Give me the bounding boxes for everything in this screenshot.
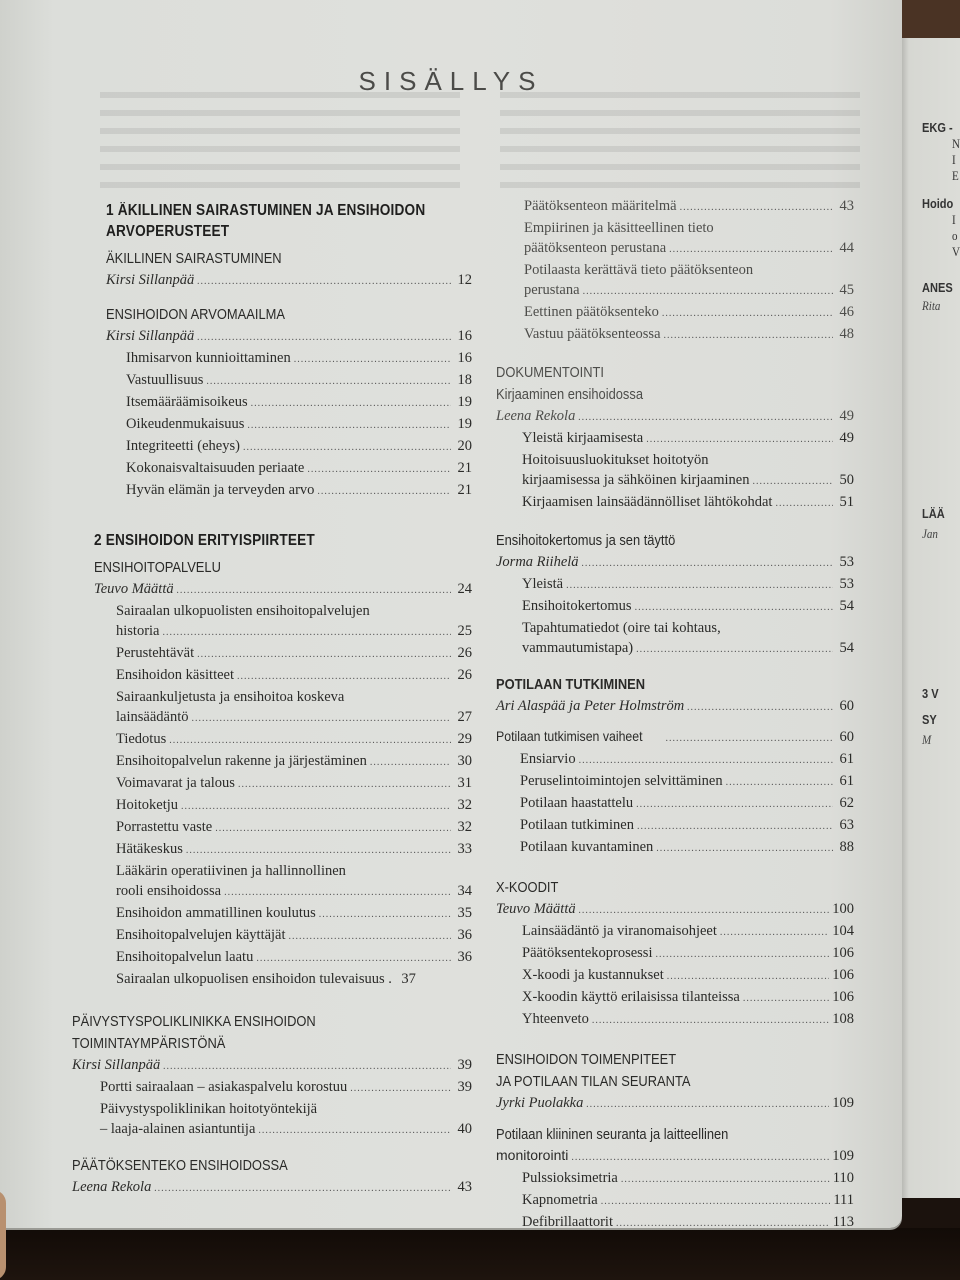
show-through-text	[500, 92, 860, 192]
next-page-fragment: I	[952, 212, 956, 227]
toc-entry[interactable]: Portti sairaalaan – asiakaspalvelu korostuu ..... 39	[100, 1077, 472, 1099]
toc-entry[interactable]: Potilaan haastattelu ..... 62	[520, 793, 854, 815]
next-page-fragment: ANES	[922, 280, 953, 295]
toc-entry[interactable]: Hätäkeskus ..... 33	[116, 839, 472, 861]
toc-entry[interactable]: Lainsäädäntö ja viranomaisohjeet ..... 104	[522, 921, 854, 943]
next-page-fragment: Jan	[922, 526, 938, 541]
toc-entry[interactable]: historia ..... 25	[116, 621, 472, 643]
toc-entry-author[interactable]: Kirsi Sillanpää ..... 39	[72, 1055, 472, 1077]
toc-entry[interactable]: Ensiarvio ..... 61	[520, 749, 854, 771]
toc-entry[interactable]: Kirjaamisen lainsäädännölliset lähtökohdat ..... 51	[522, 492, 854, 514]
next-page-fragment: N	[952, 136, 960, 151]
part-heading: ARVOPERUSTEET	[106, 223, 230, 240]
toc-entry-author[interactable]: Ari Alaspää ja Peter Holmström ..... 60	[496, 696, 854, 718]
toc-entry-author[interactable]: Teuvo Määttä ..... 24	[94, 579, 472, 601]
toc-entry-line: Tapahtumatiedot (oire tai kohtaus,	[522, 620, 721, 636]
toc-entry[interactable]: Potilaan tutkiminen ..... 63	[520, 815, 854, 837]
next-page-fragment: E	[952, 168, 959, 183]
chapter-title: POTILAAN TUTKIMINEN	[496, 676, 646, 693]
part-heading: 2 ENSIHOIDON ERITYISPIIRTEET	[94, 532, 315, 549]
toc-entry-subchapter[interactable]: Potilaan tutkimisen vaiheet ..... 60	[496, 726, 854, 749]
toc-entry[interactable]: Kapnometria ..... 111	[522, 1190, 854, 1212]
next-page-fragment: o	[952, 228, 958, 243]
toc-entry[interactable]: Voimavarat ja talous ..... 31	[116, 773, 472, 795]
toc-entry[interactable]: Sairaalan ulkopuolisen ensihoidon tulevaisuus . 37	[116, 971, 416, 987]
toc-entry-subchapter[interactable]: monitorointi ..... 109	[496, 1145, 854, 1168]
chapter-title: PÄIVYSTYSPOLIKLINIKKA ENSIHOIDON	[72, 1013, 316, 1030]
toc-entry-line: Lääkärin operatiivinen ja hallinnollinen	[116, 863, 346, 879]
chapter-title: ENSIHOITOPALVELU	[94, 559, 221, 576]
toc-entry[interactable]: Integriteetti (eheys) ..... 20	[126, 436, 472, 458]
toc-entry[interactable]: Oikeudenmukaisuus ..... 19	[126, 414, 472, 436]
toc-entry[interactable]: Hoitoketju ..... 32	[116, 795, 472, 817]
toc-entry[interactable]: X-koodin käyttö erilaisissa tilanteissa ..... 106	[522, 987, 854, 1009]
toc-entry-line: Hoitoisuusluokitukset hoitotyön	[522, 452, 709, 468]
toc-entry[interactable]: rooli ensihoidossa ..... 34	[116, 881, 472, 903]
toc-entry[interactable]: Yleistä kirjaamisesta ..... 49	[522, 428, 854, 450]
toc-entry[interactable]: Yhteenveto ..... 108	[522, 1009, 854, 1031]
chapter-title: X-KOODIT	[496, 879, 559, 896]
toc-entry[interactable]: Ensihoidon käsitteet ..... 26	[116, 665, 472, 687]
chapter-title: PÄÄTÖKSENTEKO ENSIHOIDOSSA	[72, 1157, 288, 1174]
toc-entry[interactable]: Päätöksentekoprosessi ..... 106	[522, 943, 854, 965]
toc-entry-line: Päivystyspoliklinikan hoitotyöntekijä	[100, 1101, 318, 1117]
toc-entry-line: Empiirinen ja käsitteellinen tieto	[524, 220, 714, 236]
toc-entry[interactable]: X-koodi ja kustannukset ..... 106	[522, 965, 854, 987]
toc-entry-author[interactable]: Kirsi Sillanpää ..... 12	[106, 270, 472, 292]
toc-entry-line: Potilaasta kerättävä tieto päätöksenteon	[524, 262, 754, 278]
toc-entry-line: Potilaan kliininen seuranta ja laitteellinen	[496, 1126, 729, 1143]
toc-entry[interactable]: Ensihoidon ammatillinen koulutus ..... 35	[116, 903, 472, 925]
part-heading: 1 ÄKILLINEN SAIRASTUMINEN JA ENSIHOIDON	[106, 202, 426, 219]
toc-entry[interactable]: Pulssioksimetria ..... 110	[522, 1168, 854, 1190]
toc-entry[interactable]: Ihmisarvon kunnioittaminen ..... 16	[126, 348, 472, 370]
toc-entry[interactable]: Peruselintoimintojen selvittäminen ..... 61	[520, 771, 854, 793]
toc-entry[interactable]: Ensihoitopalvelun laatu ..... 36	[116, 947, 472, 969]
toc-entry[interactable]: Tiedotus ..... 29	[116, 729, 472, 751]
next-page-fragment: SY	[922, 712, 937, 727]
next-page-edge	[902, 38, 960, 1198]
next-page-fragment: EKG -	[922, 120, 953, 135]
toc-entry-author[interactable]: Teuvo Määttä ..... 100	[496, 899, 854, 921]
chapter-title: ENSIHOIDON ARVOMAAILMA	[106, 306, 285, 323]
next-page-fragment: Hoido	[922, 196, 954, 211]
toc-entry-line: Sairaalan ulkopuolisten ensihoitopalvelujen	[116, 603, 370, 619]
toc-entry[interactable]: Yleistä ..... 53	[522, 574, 854, 596]
next-page-fragment: 3 V	[922, 686, 939, 701]
thumb	[0, 1190, 6, 1280]
chapter-title: ENSIHOIDON TOIMENPITEET	[496, 1051, 677, 1068]
toc-entry-author[interactable]: Leena Rekola ..... 43	[72, 1177, 472, 1199]
toc-entry[interactable]: Ensihoitokertomus ..... 54	[522, 596, 854, 618]
page-title: SISÄLLYS	[358, 66, 544, 96]
next-page-fragment: LÄÄ	[922, 506, 945, 521]
toc-entry-line: Sairaankuljetusta ja ensihoitoa koskeva	[116, 689, 345, 705]
toc-entry-author[interactable]: Kirsi Sillanpää ..... 16	[106, 326, 472, 348]
toc-entry[interactable]: kirjaamisessa ja sähköinen kirjaaminen ..... 50	[522, 470, 854, 492]
toc-entry[interactable]: Vastuu päätöksenteossa ..... 48	[524, 324, 854, 346]
toc-right-column	[482, 196, 854, 1234]
chapter-title: DOKUMENTOINTI	[496, 364, 604, 381]
toc-entry[interactable]: Porrastettu vaste ..... 32	[116, 817, 472, 839]
chapter-subtitle: Ensihoitokertomus ja sen täyttö	[496, 532, 676, 549]
toc-entry[interactable]: Ensihoitopalvelujen käyttäjät ..... 36	[116, 925, 472, 947]
chapter-title: ÄKILLINEN SAIRASTUMINEN	[106, 250, 282, 267]
toc-left-column	[62, 200, 472, 1199]
show-through-text	[100, 92, 460, 192]
next-page-fragment: I	[952, 152, 956, 167]
chapter-title: TOIMINTAYMPÄRISTÖNÄ	[72, 1035, 226, 1052]
next-page-fragment: V	[952, 244, 960, 259]
toc-entry[interactable]: vammautumistapa) ..... 54	[522, 638, 854, 660]
page-number: 16	[457, 328, 472, 344]
toc-entry[interactable]: perustana ..... 45	[524, 280, 854, 302]
toc-entry[interactable]: Perustehtävät ..... 26	[116, 643, 472, 665]
toc-entry-author[interactable]: Leena Rekola ..... 49	[496, 406, 854, 428]
chapter-title: JA POTILAAN TILAN SEURANTA	[496, 1073, 691, 1090]
dot-leader	[197, 328, 451, 348]
toc-entry-author[interactable]: Jyrki Puolakka ..... 109	[496, 1093, 854, 1115]
page-number: 12	[457, 272, 472, 288]
next-page-fragment: Rita	[922, 298, 941, 313]
dot-leader	[197, 272, 451, 292]
toc-entry[interactable]: lainsäädäntö ..... 27	[116, 707, 472, 729]
toc-entry[interactable]: Itsemääräämisoikeus ..... 19	[126, 392, 472, 414]
toc-entry[interactable]: Hyvän elämän ja terveyden arvo ..... 21	[126, 480, 472, 502]
toc-entry[interactable]: Potilaan kuvantaminen ..... 88	[520, 837, 854, 859]
toc-entry[interactable]: Eettinen päätöksenteko ..... 46	[524, 302, 854, 324]
chapter-subtitle: Kirjaaminen ensihoidossa	[496, 386, 644, 403]
toc-entry[interactable]: Vastuullisuus ..... 18	[126, 370, 472, 392]
toc-entry[interactable]: Defibrillaattorit ..... 113	[522, 1212, 854, 1234]
background-table-bottom	[0, 1228, 960, 1280]
toc-entry[interactable]: Päätöksenteon määritelmä ..... 43	[524, 196, 854, 218]
next-page-fragment: M	[922, 732, 932, 747]
toc-entry[interactable]: Kokonaisvaltaisuuden periaate ..... 21	[126, 458, 472, 480]
toc-entry[interactable]: – laaja-alainen asiantuntija ..... 40	[100, 1119, 472, 1141]
toc-entry[interactable]: Ensihoitopalvelun rakenne ja järjestäminen ..... 30	[116, 751, 472, 773]
toc-entry-author[interactable]: Jorma Riihelä ..... 53	[496, 552, 854, 574]
toc-entry[interactable]: päätöksenteon perustana ..... 44	[524, 238, 854, 260]
